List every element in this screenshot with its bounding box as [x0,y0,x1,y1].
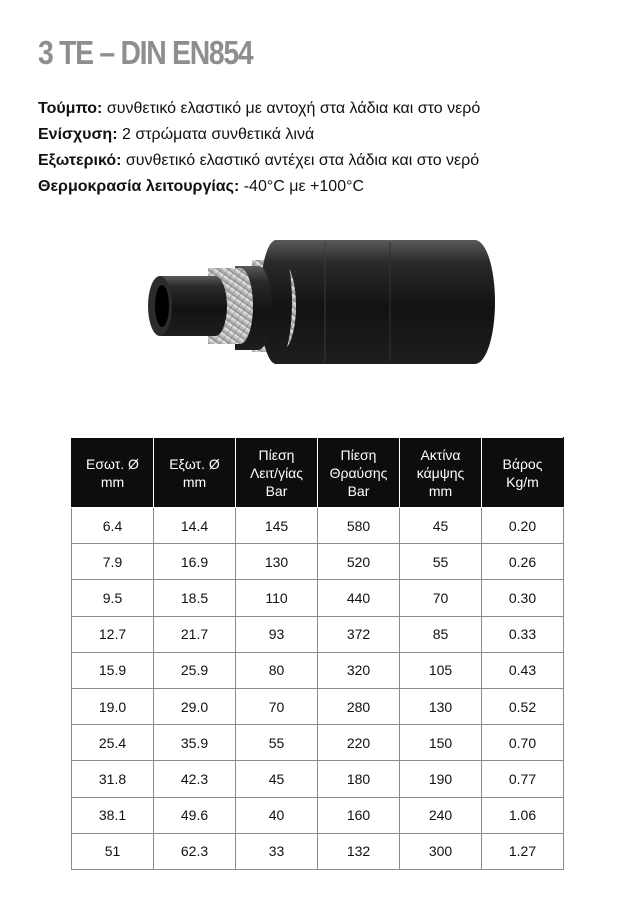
spec-label: Εξωτερικό: [38,152,122,169]
table-cell: 9.5 [72,580,154,616]
table-cell: 320 [318,652,400,688]
col-outer-diameter [154,438,236,508]
table-cell: 42.3 [154,761,236,797]
table-cell: 1.06 [482,797,564,833]
table-row [72,725,564,761]
table-cell: 372 [318,616,400,652]
table-cell: 0.30 [482,580,564,616]
spec-value: -40°C με +100°C [239,178,365,195]
table-cell: 180 [318,761,400,797]
table-row [72,616,564,652]
header-line: Θραύσης [329,464,388,481]
header-line: mm [100,473,125,490]
table-header-row [72,438,564,508]
header-line: Λειτ/γίας [249,464,304,481]
table-cell: 40 [236,797,318,833]
header-line: Εξωτ. Ø [169,455,220,472]
table-cell: 51 [72,833,154,869]
table-cell: 38.1 [72,797,154,833]
table-cell: 0.70 [482,725,564,761]
table-row [72,688,564,724]
table-body [72,508,564,870]
header-line: κάμψης [416,464,465,481]
spec-label: Θερμοκρασία λειτουργίας: [38,178,240,195]
table-cell: 220 [318,725,400,761]
table-cell: 6.4 [72,508,154,544]
table-cell: 55 [236,725,318,761]
table-cell: 45 [400,508,482,544]
table-cell: 300 [400,833,482,869]
table-cell: 49.6 [154,797,236,833]
table-row [72,652,564,688]
header-line: Ακτίνα [420,446,461,463]
spec-list [38,96,480,200]
table-cell: 132 [318,833,400,869]
table-cell: 0.52 [482,688,564,724]
header-line: Bar [347,482,370,499]
table-cell: 130 [400,688,482,724]
table-row [72,833,564,869]
spec-cover [38,148,480,174]
table-cell: 12.7 [72,616,154,652]
table-cell: 70 [236,688,318,724]
table-cell: 25.4 [72,725,154,761]
table-cell: 160 [318,797,400,833]
table-cell: 7.9 [72,544,154,580]
table-cell: 16.9 [154,544,236,580]
table-cell: 35.9 [154,725,236,761]
table-cell: 93 [236,616,318,652]
spec-tube [38,96,480,122]
table-row [72,580,564,616]
table-cell: 0.77 [482,761,564,797]
table-cell: 80 [236,652,318,688]
spec-label: Ενίσχυση: [38,126,118,143]
table-cell: 190 [400,761,482,797]
table-cell: 520 [318,544,400,580]
spec-label: Τούμπο: [38,100,103,117]
col-bend-radius [400,438,482,508]
table-cell: 130 [236,544,318,580]
table-cell: 70 [400,580,482,616]
table-cell: 105 [400,652,482,688]
header-line: Bar [265,482,288,499]
spec-reinforcement [38,122,480,148]
table-cell: 280 [318,688,400,724]
col-inner-diameter [72,438,154,508]
table-cell: 29.0 [154,688,236,724]
table-cell: 85 [400,616,482,652]
spec-table [71,437,564,870]
spec-value: 2 στρώματα συνθετικά λινά [117,126,315,143]
table-cell: 580 [318,508,400,544]
header-line: Βάρος [502,455,543,472]
col-burst-pressure [318,438,400,508]
table-cell: 110 [236,580,318,616]
table-cell: 14.4 [154,508,236,544]
table-cell: 45 [236,761,318,797]
header-line: Πίεση [340,446,377,463]
header-line: mm [182,473,207,490]
hose-icon [140,238,495,373]
table-cell: 150 [400,725,482,761]
table-row [72,544,564,580]
table-cell: 440 [318,580,400,616]
page-title: 3 TE – DIN EN854 [38,34,253,71]
table-cell: 0.20 [482,508,564,544]
table-cell: 145 [236,508,318,544]
col-weight [482,438,564,508]
header-line: Kg/m [506,473,539,490]
table-cell: 240 [400,797,482,833]
table-cell: 25.9 [154,652,236,688]
table-cell: 0.33 [482,616,564,652]
header-line: Εσωτ. Ø [86,455,139,472]
table-cell: 21.7 [154,616,236,652]
table-cell: 62.3 [154,833,236,869]
table-cell: 31.8 [72,761,154,797]
spec-value: συνθετικό ελαστικό αντέχει στα λάδια και στο νερό [121,152,480,169]
table-cell: 15.9 [72,652,154,688]
spec-value: συνθετικό ελαστικό με αντοχή στα λάδια και στο νερό [102,100,481,117]
table-cell: 0.26 [482,544,564,580]
table-cell: 18.5 [154,580,236,616]
table-cell: 19.0 [72,688,154,724]
table-row [72,761,564,797]
table-cell: 55 [400,544,482,580]
table-cell: 33 [236,833,318,869]
header-line: Πίεση [258,446,295,463]
spec-temperature [38,174,480,200]
table-cell: 0.43 [482,652,564,688]
header-line: mm [428,482,453,499]
table-row [72,508,564,544]
table-row [72,797,564,833]
table-cell: 1.27 [482,833,564,869]
col-working-pressure [236,438,318,508]
